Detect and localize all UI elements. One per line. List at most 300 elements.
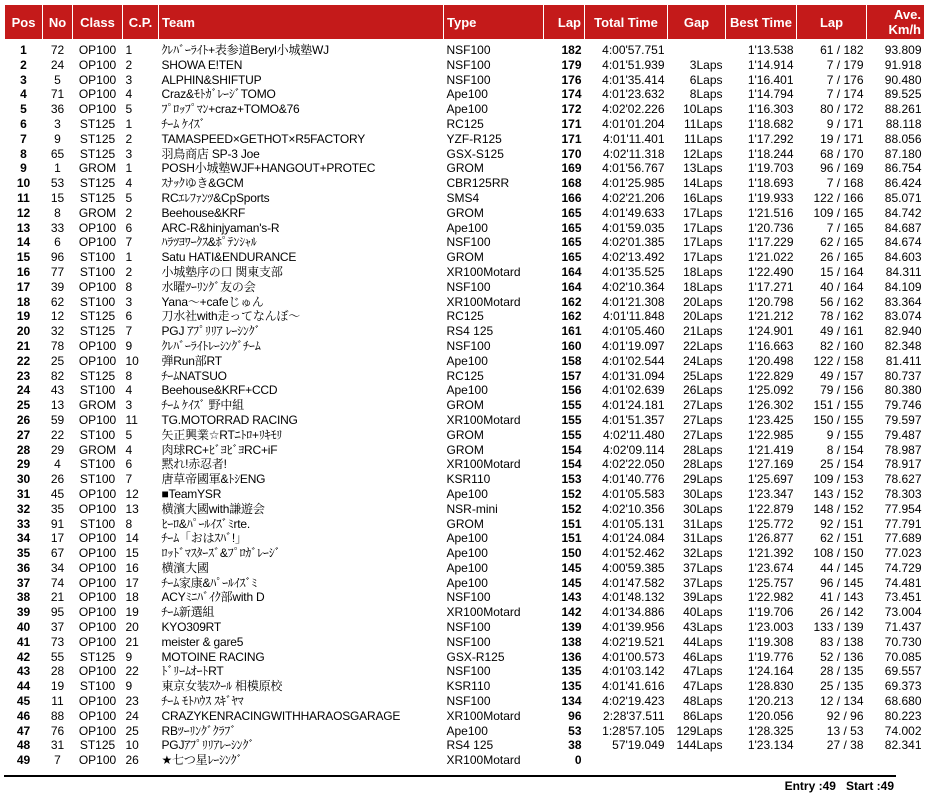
cell-laps: 165 <box>561 220 582 235</box>
cell-cp: 24 <box>125 708 139 723</box>
cell-best-time: 1'24.164 <box>747 664 794 679</box>
header-row <box>5 5 925 40</box>
result-row <box>5 679 925 694</box>
cell-class: OP100 <box>78 353 117 368</box>
cell-laps: 154 <box>561 457 582 472</box>
cell-pos: 19 <box>16 309 31 324</box>
cell-cp: 13 <box>125 501 139 516</box>
cell-laps: 164 <box>561 264 582 279</box>
cell-cp: 21 <box>125 634 139 649</box>
cell-laps: 143 <box>561 590 582 605</box>
cell-team: ACYﾐﾆﾊﾞｲｸ部with D <box>161 590 265 605</box>
cell-best-lap: 122 / 166 <box>813 190 864 205</box>
result-row <box>5 102 925 117</box>
cell-team: ﾁｰﾑ ｹｲｽﾞ <box>161 116 206 131</box>
cell-no: 76 <box>50 723 65 738</box>
cell-total-time: 4:01'03.142 <box>602 664 665 679</box>
cell-best-time: 1'20.213 <box>747 694 794 709</box>
cell-ave-speed: 68.680 <box>884 694 922 709</box>
cell-gap: 48Laps <box>683 694 723 709</box>
result-row <box>5 339 925 354</box>
cell-gap: 21Laps <box>683 324 723 339</box>
cell-laps: 170 <box>561 146 582 161</box>
header-team: Team <box>159 5 444 40</box>
cell-total-time: 4:02'02.226 <box>602 102 665 117</box>
cell-machine: GROM <box>446 427 484 442</box>
header-ave <box>867 5 925 40</box>
entry-start-summary <box>785 779 894 793</box>
result-row <box>5 457 925 472</box>
cell-team: ﾁｰﾑ ﾓﾄﾊｳｽ ｽｷﾞﾔﾏ <box>161 694 244 709</box>
cell-class: OP100 <box>78 590 117 605</box>
cell-pos: 31 <box>16 486 31 501</box>
cell-pos: 16 <box>16 264 31 279</box>
cell-no: 95 <box>50 605 65 620</box>
cell-best-lap: 15 / 164 <box>820 264 864 279</box>
cell-total-time: 4:01'11.401 <box>603 131 665 146</box>
cell-cp: 3 <box>125 398 133 413</box>
cell-best-lap: 92 / 96 <box>826 708 864 723</box>
cell-ave-speed: 78.303 <box>884 486 922 501</box>
cell-best-lap: 27 / 38 <box>826 738 864 753</box>
cell-total-time: 4:01'01.204 <box>602 116 665 131</box>
cell-best-lap: 83 / 138 <box>820 634 864 649</box>
cell-ave-speed: 86.424 <box>884 176 922 191</box>
cell-total-time: 4:01'34.886 <box>602 605 665 620</box>
cell-laps: 138 <box>561 634 582 649</box>
cell-best-lap: 96 / 145 <box>820 575 864 590</box>
cell-gap: 11Laps <box>684 131 723 146</box>
cell-class: ST100 <box>79 457 116 472</box>
cell-pos: 2 <box>20 57 27 72</box>
cell-total-time: 4:02'10.364 <box>602 279 665 294</box>
result-row <box>5 191 925 206</box>
cell-pos: 41 <box>16 634 31 649</box>
cell-class: OP100 <box>78 72 117 87</box>
cell-best-lap: 41 / 143 <box>820 590 864 605</box>
cell-laps: 145 <box>561 560 582 575</box>
cell-cp: 2 <box>125 264 133 279</box>
result-row <box>5 309 925 324</box>
cell-best-lap: 151 / 155 <box>813 398 864 413</box>
cell-team: ■TeamYSR <box>161 486 222 501</box>
cell-ave-speed <box>867 753 925 768</box>
cell-pos: 22 <box>16 353 31 368</box>
cell-team: CRAZYKENRACINGWITHHARAOSGARAGE <box>161 708 401 723</box>
cell-gap: 31Laps <box>683 531 723 546</box>
cell-class: OP100 <box>78 43 117 57</box>
cell-pos: 27 <box>16 427 31 442</box>
cell-machine: Ape100 <box>446 87 488 102</box>
cell-best-time: 1'26.877 <box>747 531 794 546</box>
cell-pos: 7 <box>20 131 27 146</box>
cell-best-time: 1'19.308 <box>747 634 794 649</box>
header-best-time: Best Time <box>726 5 797 40</box>
cell-best-lap: 7 / 174 <box>826 87 864 102</box>
cell-team: ｸﾚﾊﾞｰﾗｲﾄ+表参道Beryl小城塾WJ <box>161 43 329 57</box>
cell-class: ST100 <box>79 250 116 265</box>
cell-pos: 1 <box>20 43 27 57</box>
cell-team: ALPHIN&SHIFTUP <box>161 72 262 87</box>
cell-gap: 17Laps <box>683 220 723 235</box>
header-no: No <box>43 5 73 40</box>
cell-machine: XR100Motard <box>446 708 521 723</box>
cell-laps: 135 <box>561 664 582 679</box>
cell-team: POSH小城塾WJF+HANGOUT+PROTEC <box>161 161 376 176</box>
cell-cp: 25 <box>125 723 139 738</box>
cell-cp: 4 <box>125 176 133 191</box>
cell-total-time <box>585 753 668 768</box>
cell-laps: 171 <box>561 116 582 131</box>
cell-total-time: 4:02'09.114 <box>603 442 665 457</box>
cell-laps: 166 <box>561 190 582 205</box>
cell-team: PGJ ｱﾌﾟﾘﾘｱ ﾚｰｼﾝｸﾞ <box>161 324 261 339</box>
cell-class: ST100 <box>79 294 116 309</box>
cell-best-lap: 143 / 152 <box>813 486 864 501</box>
cell-pos: 38 <box>16 590 31 605</box>
cell-class: OP100 <box>78 501 117 516</box>
cell-no: 3 <box>54 116 61 131</box>
cell-no: 8 <box>54 205 61 220</box>
result-row <box>5 531 925 546</box>
cell-pos: 14 <box>16 235 31 250</box>
cell-best-time: 1'22.982 <box>747 590 794 605</box>
result-row <box>5 369 925 384</box>
cell-pos: 45 <box>16 694 31 709</box>
results-body <box>5 40 925 769</box>
cell-total-time: 4:01'40.776 <box>602 472 665 487</box>
cell-best-time: 1'14.794 <box>747 87 794 102</box>
cell-cp: 14 <box>125 531 139 546</box>
cell-ave-speed: 78.917 <box>884 457 922 472</box>
cell-laps: 174 <box>561 87 582 102</box>
cell-team: ﾌﾟﾛｯﾌﾟﾏﾝ+craz+TOMO&76 <box>161 102 300 117</box>
cell-cp: 5 <box>125 102 133 117</box>
cell-machine: RC125 <box>446 116 484 131</box>
cell-ave-speed: 78.627 <box>884 472 922 487</box>
cell-cp: 1 <box>125 161 133 176</box>
cell-pos: 35 <box>16 546 31 561</box>
cell-laps: 142 <box>561 605 582 620</box>
result-row <box>5 324 925 339</box>
cell-best-lap: 133 / 139 <box>813 620 864 635</box>
cell-best-time: 1'22.985 <box>747 427 794 442</box>
result-row <box>5 132 925 147</box>
cell-cp: 2 <box>125 57 133 72</box>
cell-best-time: 1'18.693 <box>747 176 794 191</box>
cell-pos: 9 <box>20 161 27 176</box>
cell-laps: 96 <box>568 708 582 723</box>
cell-best-time: 1'21.392 <box>747 546 794 561</box>
cell-pos: 10 <box>16 176 31 191</box>
cell-pos: 34 <box>16 531 31 546</box>
cell-ave-speed: 84.687 <box>884 220 922 235</box>
cell-laps: 135 <box>561 679 582 694</box>
result-row <box>5 576 925 591</box>
cell-cp: 9 <box>125 649 133 664</box>
cell-best-time: 1'20.498 <box>747 353 794 368</box>
cell-class: ST125 <box>79 649 116 664</box>
cell-no: 71 <box>50 87 65 102</box>
cell-best-lap: 62 / 165 <box>820 235 864 250</box>
cell-gap: 28Laps <box>683 442 723 457</box>
cell-cp: 8 <box>125 279 133 294</box>
result-row <box>5 58 925 73</box>
cell-ave-speed: 77.791 <box>884 516 922 531</box>
cell-gap: 27Laps <box>683 398 723 413</box>
cell-best-lap: 9 / 155 <box>826 427 864 442</box>
cell-pos: 15 <box>16 250 31 265</box>
cell-cp: 4 <box>125 383 133 398</box>
cell-gap: 3Laps <box>689 57 723 72</box>
cell-best-time: 1'21.212 <box>747 309 794 324</box>
cell-cp: 26 <box>125 753 139 768</box>
cell-no: 73 <box>50 634 65 649</box>
cell-best-time: 1'18.682 <box>747 116 794 131</box>
header-gap: Gap <box>668 5 726 40</box>
cell-best-lap: 109 / 153 <box>813 472 864 487</box>
cell-laps: 155 <box>561 427 582 442</box>
cell-team: Satu HATI&ENDURANCE <box>161 250 297 265</box>
cell-class: OP100 <box>78 279 117 294</box>
cell-laps: 152 <box>561 486 582 501</box>
bottom-rule <box>4 775 896 777</box>
cell-ave-speed: 82.348 <box>884 338 922 353</box>
cell-laps: 152 <box>561 501 582 516</box>
cell-best-lap: 7 / 179 <box>826 57 864 72</box>
cell-class: OP100 <box>78 220 117 235</box>
cell-ave-speed: 77.954 <box>884 501 922 516</box>
cell-ave-speed: 80.223 <box>884 708 922 723</box>
cell-machine: NSF100 <box>446 664 491 679</box>
cell-class: OP100 <box>78 694 117 709</box>
cell-machine: GROM <box>446 250 484 265</box>
cell-best-lap: 92 / 151 <box>820 516 864 531</box>
cell-team: 黙れ!赤忍者! <box>161 457 227 472</box>
cell-no: 26 <box>50 472 65 487</box>
cell-machine: NSF100 <box>446 235 491 250</box>
cell-machine: NSR-mini <box>446 501 498 516</box>
cell-laps: 151 <box>561 516 582 531</box>
cell-gap: 16Laps <box>683 190 723 205</box>
cell-laps: 182 <box>561 43 582 57</box>
cell-gap: 30Laps <box>683 501 723 516</box>
cell-pos: 39 <box>16 605 31 620</box>
result-row <box>5 235 925 250</box>
cell-gap: 129Laps <box>676 723 723 738</box>
cell-best-lap: 108 / 150 <box>813 546 864 561</box>
cell-laps: 134 <box>561 694 582 709</box>
cell-best-lap: 13 / 53 <box>826 723 864 738</box>
cell-total-time: 4:02'10.356 <box>602 501 665 516</box>
cell-gap: 28Laps <box>683 457 723 472</box>
cell-team: ﾊﾗﾂﾖﾜｰｸｽ&ﾎﾟﾃﾝｼｬﾙ <box>161 235 257 250</box>
cell-best-time: 1'25.697 <box>747 472 794 487</box>
cell-laps: 157 <box>561 368 582 383</box>
cell-total-time: 4:01'02.639 <box>602 383 665 398</box>
cell-ave-speed: 84.311 <box>885 264 922 279</box>
result-row <box>5 87 925 102</box>
cell-team: ﾁｰﾑ「おはｽﾊﾞ!」 <box>161 531 247 546</box>
cell-best-time: 1'22.829 <box>747 368 794 383</box>
cell-pos: 3 <box>20 72 27 87</box>
cell-ave-speed: 84.674 <box>884 235 922 250</box>
entry-count: Entry :49 <box>784 779 836 793</box>
cell-best-lap: 26 / 165 <box>820 250 864 265</box>
cell-no: 91 <box>50 516 65 531</box>
cell-laps: 171 <box>561 131 582 146</box>
cell-best-lap: 148 / 152 <box>813 501 864 516</box>
result-row <box>5 280 925 295</box>
cell-best-time: 1'23.425 <box>747 412 794 427</box>
cell-best-time: 1'20.736 <box>747 220 794 235</box>
cell-best-time: 1'17.271 <box>747 279 794 294</box>
cell-cp: 2 <box>125 205 133 220</box>
cell-best-time: 1'22.490 <box>747 264 794 279</box>
cell-cp: 1 <box>125 250 133 265</box>
cell-cp: 1 <box>125 116 133 131</box>
cell-laps: 165 <box>561 250 582 265</box>
cell-no: 25 <box>50 353 65 368</box>
cell-best-lap: 109 / 165 <box>813 205 864 220</box>
cell-total-time: 4:00'57.751 <box>602 43 665 57</box>
cell-machine: XR100Motard <box>446 412 521 427</box>
cell-class: OP100 <box>78 575 117 590</box>
cell-total-time: 4:02'22.050 <box>602 457 665 472</box>
cell-pos: 28 <box>16 442 31 457</box>
cell-team: ﾛｯﾄﾞﾏｽﾀｰｽﾞ&ﾌﾟﾛｶﾞﾚｰｼﾞ <box>161 546 281 561</box>
cell-team: Craz&ﾓﾄｶﾞﾚｰｼﾞTOMO <box>161 87 276 102</box>
cell-no: 6 <box>54 235 61 250</box>
cell-ave-speed: 74.002 <box>884 723 922 738</box>
cell-gap: 43Laps <box>683 620 723 635</box>
cell-class: OP100 <box>78 57 117 72</box>
cell-gap: 22Laps <box>683 338 723 353</box>
cell-ave-speed: 77.023 <box>884 546 922 561</box>
cell-total-time: 4:01'49.633 <box>602 205 665 220</box>
cell-pos: 44 <box>16 679 31 694</box>
result-row <box>5 605 925 620</box>
cell-class: ST125 <box>79 190 116 205</box>
cell-ave-speed: 91.918 <box>884 57 922 72</box>
cell-no: 4 <box>54 457 61 472</box>
cell-ave-speed: 80.737 <box>884 368 922 383</box>
cell-best-lap: 7 / 165 <box>826 220 864 235</box>
cell-total-time: 1:28'57.105 <box>602 723 665 738</box>
cell-machine: XR100Motard <box>446 457 521 472</box>
cell-best-lap: 122 / 158 <box>813 353 864 368</box>
cell-team: 羽鳥商店 SP-3 Joe <box>161 146 260 161</box>
cell-no: 19 <box>50 679 65 694</box>
cell-class: ST125 <box>79 176 116 191</box>
cell-total-time: 4:01'56.767 <box>602 161 665 176</box>
cell-class: GROM <box>78 161 117 176</box>
cell-gap <box>668 40 726 58</box>
cell-team: Beehouse&KRF <box>161 205 246 220</box>
result-row <box>5 221 925 236</box>
cell-gap: 27Laps <box>683 412 723 427</box>
cell-team: ﾄﾞﾘｰﾑｵｰﾄRT <box>161 664 224 679</box>
cell-no: 62 <box>50 294 65 309</box>
cell-best-lap: 61 / 182 <box>820 43 864 57</box>
cell-best-time: 1'21.022 <box>747 250 794 265</box>
result-row <box>5 354 925 369</box>
result-row <box>5 428 925 443</box>
cell-no: 35 <box>50 501 65 516</box>
cell-best-lap: 68 / 170 <box>820 146 864 161</box>
result-row <box>5 73 925 88</box>
cell-laps: 155 <box>561 398 582 413</box>
cell-machine: KSR110 <box>446 472 491 487</box>
result-row <box>5 620 925 635</box>
cell-machine: Ape100 <box>446 383 488 398</box>
cell-ave-speed: 86.754 <box>884 161 922 176</box>
cell-machine: GROM <box>446 516 484 531</box>
cell-best-time: 1'25.772 <box>747 516 794 531</box>
cell-best-time: 1'20.056 <box>747 708 794 723</box>
cell-ave-speed: 79.487 <box>884 427 922 442</box>
cell-total-time: 4:02'01.385 <box>602 235 665 250</box>
cell-gap: 10Laps <box>683 102 723 117</box>
cell-ave-speed: 69.557 <box>884 664 922 679</box>
cell-best-time: 1'19.776 <box>747 649 794 664</box>
cell-best-time: 1'17.229 <box>747 235 794 250</box>
cell-cp: 9 <box>125 679 133 694</box>
cell-best-time: 1'14.914 <box>747 57 794 72</box>
cell-pos: 47 <box>16 723 31 738</box>
cell-cp: 9 <box>125 338 133 353</box>
result-row <box>5 117 925 132</box>
cell-laps: 136 <box>561 649 582 664</box>
cell-no: 45 <box>50 486 65 501</box>
cell-class: ST100 <box>79 472 116 487</box>
cell-ave-speed: 73.451 <box>884 590 922 605</box>
cell-class: GROM <box>78 398 117 413</box>
cell-team: SHOWA E!TEN <box>161 57 243 72</box>
cell-no: 5 <box>54 72 61 87</box>
cell-class: OP100 <box>78 664 117 679</box>
cell-machine: CBR125RR <box>446 176 510 191</box>
cell-no: 96 <box>50 250 65 265</box>
cell-team: ﾁｰﾑ家康&ﾊﾟｰﾙｲｽﾞﾐ <box>161 575 258 590</box>
cell-ave-speed: 87.180 <box>884 146 922 161</box>
cell-pos: 13 <box>16 220 31 235</box>
cell-machine: GROM <box>446 398 484 413</box>
cell-no: 53 <box>50 176 65 191</box>
cell-cp: 15 <box>125 546 139 561</box>
cell-cp: 1 <box>125 43 133 57</box>
cell-machine: GSX-R125 <box>446 649 505 664</box>
cell-gap: 24Laps <box>683 353 723 368</box>
cell-best-lap: 79 / 156 <box>820 383 864 398</box>
cell-machine: NSF100 <box>446 634 491 649</box>
cell-team: ｸﾚﾊﾞｰﾗｲﾄﾚｰｼﾝｸﾞﾁｰﾑ <box>161 338 261 353</box>
cell-machine: Ape100 <box>446 486 488 501</box>
result-row <box>5 265 925 280</box>
cell-no: 33 <box>50 220 65 235</box>
cell-total-time: 2:28'37.511 <box>603 708 665 723</box>
cell-machine: XR100Motard <box>446 605 521 620</box>
result-row <box>5 590 925 605</box>
cell-class: OP100 <box>78 723 117 738</box>
cell-machine: KSR110 <box>446 679 491 694</box>
cell-class: OP100 <box>78 486 117 501</box>
cell-team: meister & gare5 <box>161 634 244 649</box>
result-row <box>5 398 925 413</box>
cell-ave-speed: 85.071 <box>884 190 922 205</box>
cell-cp: 20 <box>125 620 139 635</box>
cell-laps: 38 <box>568 738 582 753</box>
